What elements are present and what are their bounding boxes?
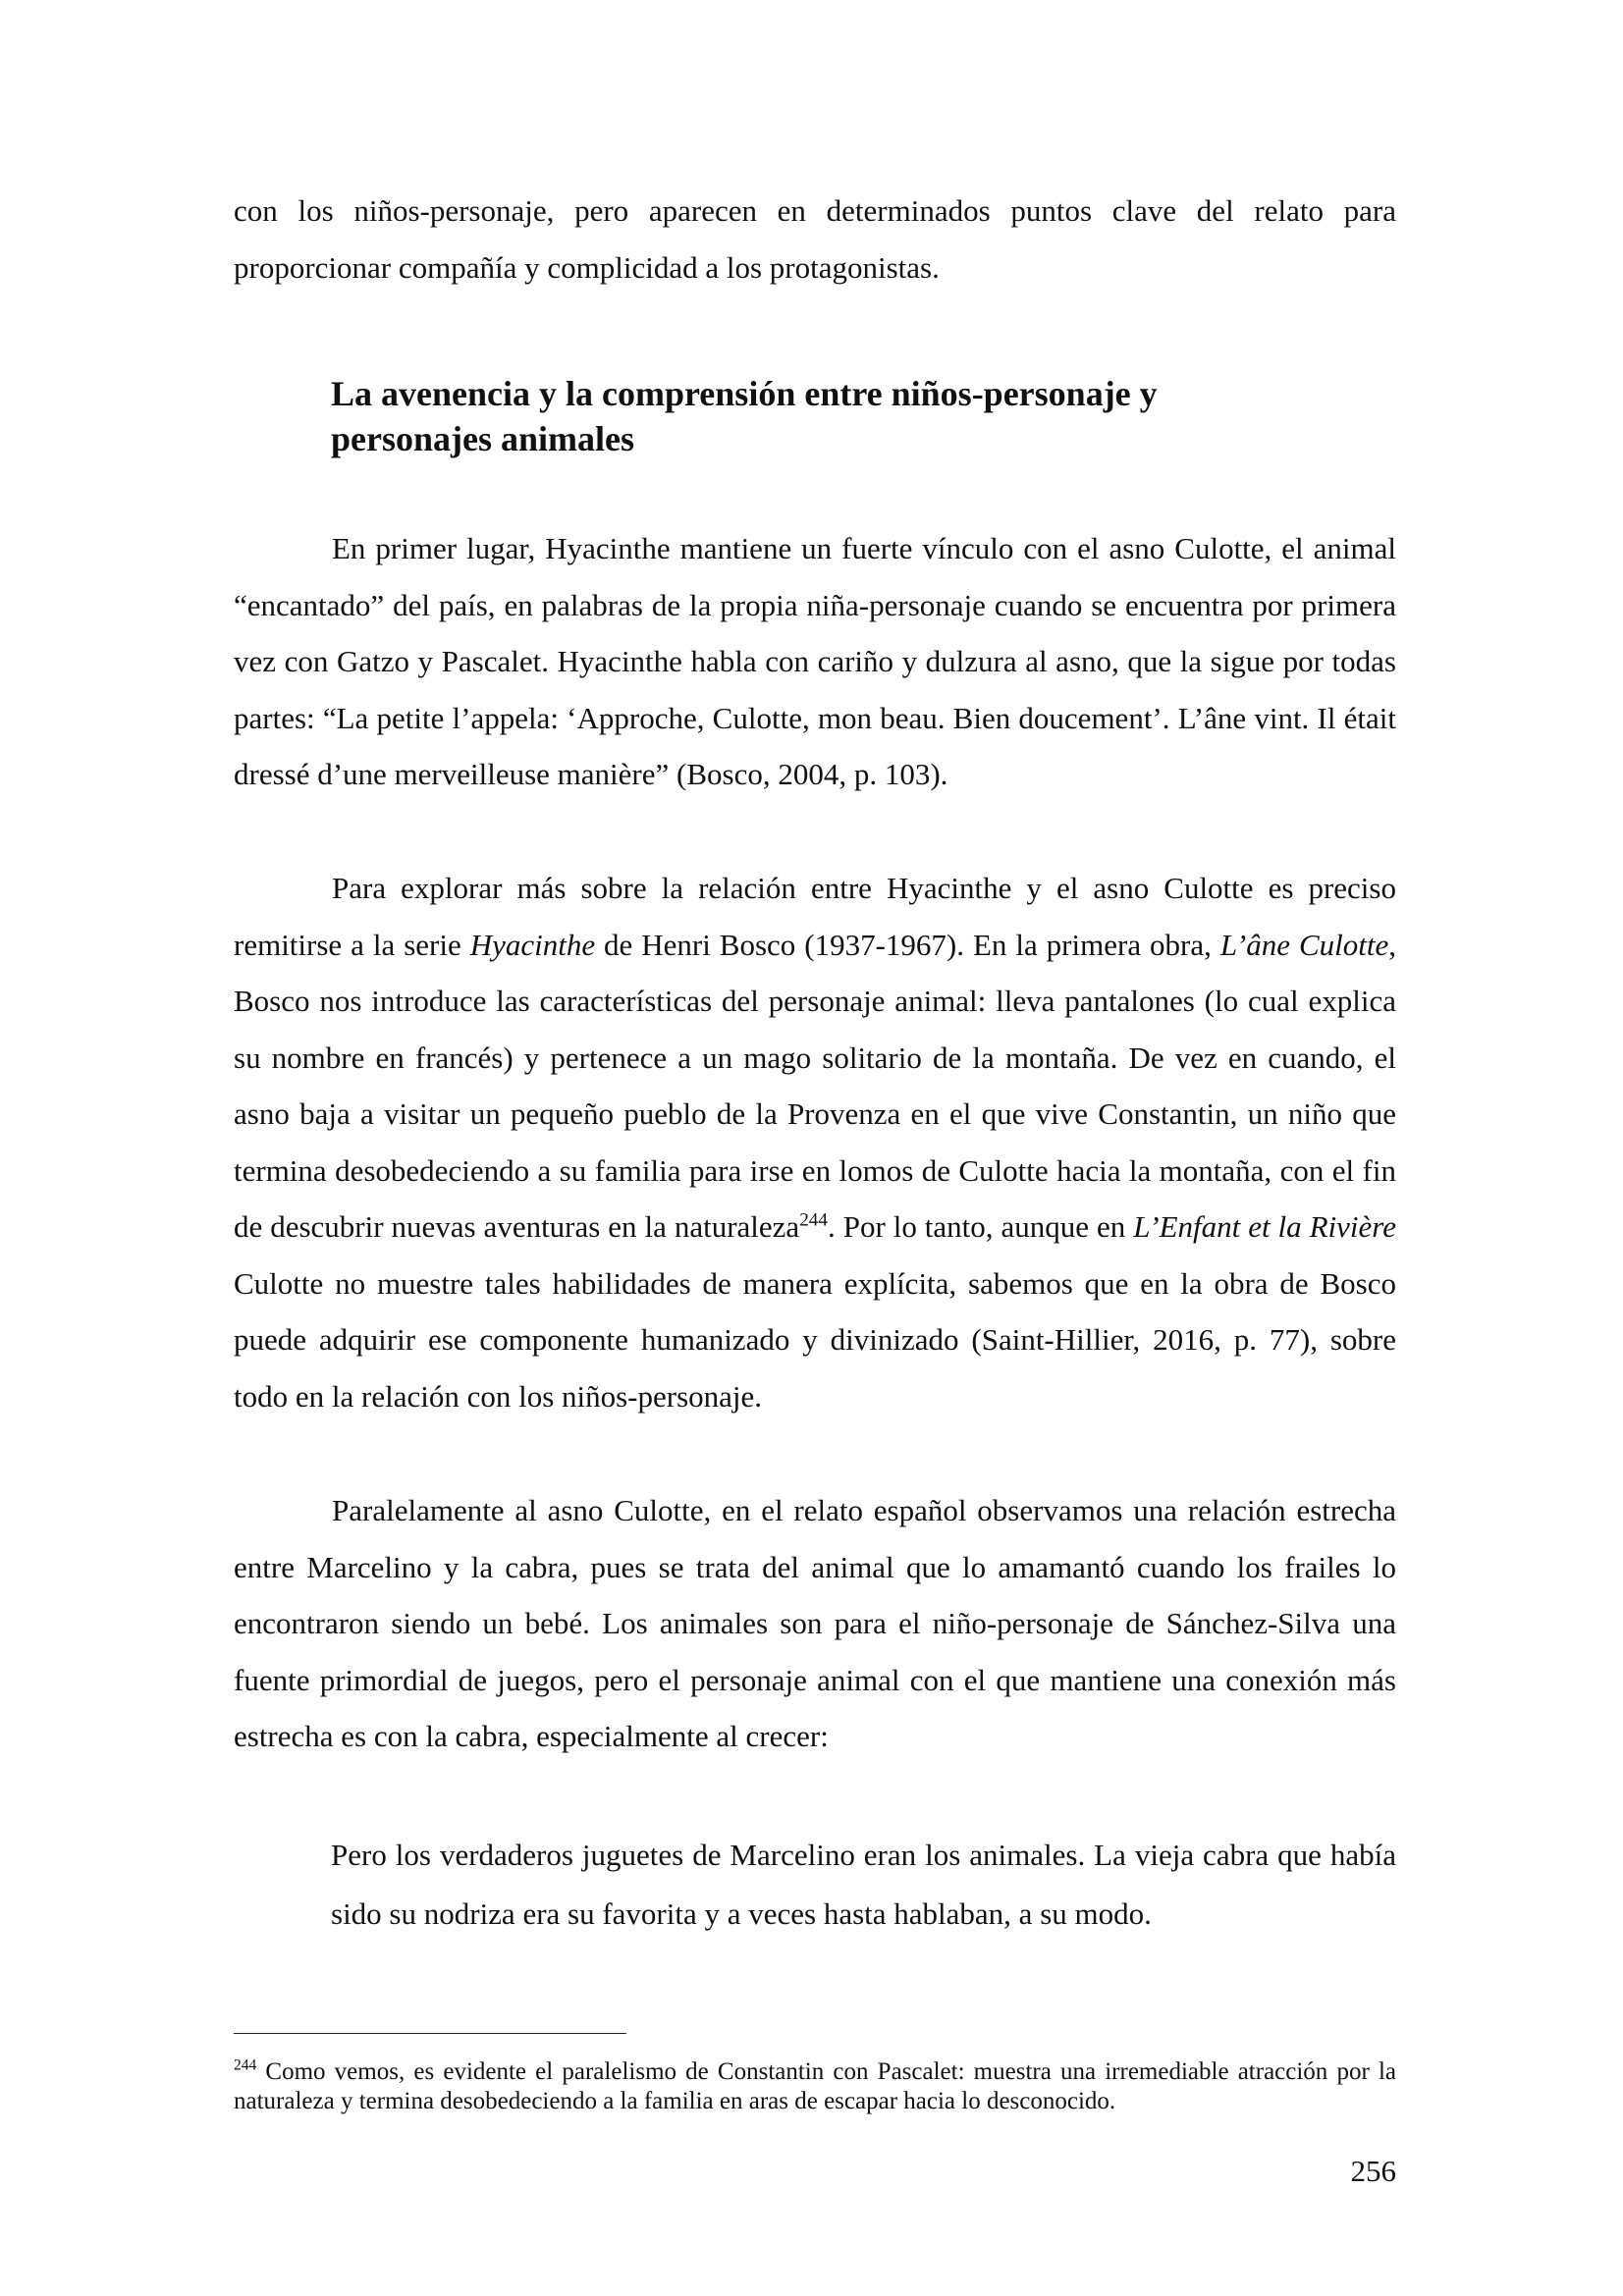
paragraph-2-part-5: Culotte no muestre tales habilidades de manera explícita, sabemos que en la obra de Bosco puede adquirir ese componente humanizado y divinizado (Saint-Hillier, 2016, p. 77), sobre todo en la relación con los niños-personaje. [234, 1265, 1396, 1414]
block-quote: Pero los verdaderos juguetes de Marcelino eran los animales. La vieja cabra que había sido su nodriza era su favorita y a veces hasta hablaban, a su modo. [331, 1838, 1396, 1931]
footnote-number: 244 [234, 2056, 257, 2074]
paragraph-2-part-1: Para explorar más sobre la relación entre Hyacinthe y el asno Culotte es preciso remitirse a la serie [234, 871, 1396, 962]
paragraph-3: Paralelamente al asno Culotte, en el relato español observamos una relación estrecha entre Marcelino y la cabra, pues se trata del animal que lo amamantó cuando los frailes lo encontraron siendo un bebé. Los animales son para el niño-personaje de Sánchez-Silva una fuente primordial de juegos, pero el personaje animal con el que mantiene una conexión más estrecha es con la cabra, especialmente al crecer: [234, 1493, 1396, 1753]
paragraph-2-part-2: de Henri Bosco (1937-1967). En la primera obra, [595, 927, 1220, 962]
paragraph-2-part-4: . Por lo tanto, aunque en [828, 1209, 1134, 1244]
italic-title-hyacinthe: Hyacinthe [469, 927, 596, 962]
footnote-reference[interactable]: 244 [799, 1209, 828, 1231]
footnote [234, 2057, 1396, 2116]
continuation-paragraph: con los niños-personaje, pero aparecen en determinados puntos clave del relato para proporcionar compañía y complicidad a los protagonistas. [234, 193, 1396, 285]
italic-title-lane-culotte: L’âne Culotte [1219, 927, 1389, 962]
italic-title-lenfant: L’Enfant et la Rivière [1133, 1209, 1396, 1244]
section-heading: La avenencia y la comprensión entre niños-personaje y personajes animales [331, 374, 1158, 458]
paragraph-1: En primer lugar, Hyacinthe mantiene un fuerte vínculo con el asno Culotte, el animal “encantado” del país, en palabras de la propia niña-personaje cuando se encuentra por primera vez con Gatzo y Pascalet. Hyacinthe habla con cariño y dulzura al asno, que la sigue por todas partes: “La petite l’appela: ‘Approche, Culotte, mon beau. Bien doucement’. L’âne vint. Il était dressé d’une merveilleuse manière” (Bosco, 2004, p. 103). [234, 531, 1396, 791]
paragraph-2 [234, 860, 1396, 1424]
page-number: 256 [1350, 2154, 1396, 2188]
paragraph-2-part-3: , Bosco nos introduce las características del personaje animal: lleva pantalones (lo cual explica su nombre en francés) y pertenece a un mago solitario de la montaña. De vez en cuando, el asno baja a visitar un pequeño pueblo de la Provenza en el que vive Constantin, un niño que termina desobedeciendo a su familia para irse en lomos de Culotte hacia la montaña, con el fin de descubrir nuevas aventuras en la naturaleza [234, 927, 1397, 1244]
footnote-separator [234, 2033, 626, 2034]
footnote-text: Como vemos, es evidente el paralelismo de Constantin con Pascalet: muestra una irremediable atracción por la naturaleza y termina desobedeciendo a la familia en aras de escapar hacia lo desconocido. [234, 2058, 1396, 2114]
